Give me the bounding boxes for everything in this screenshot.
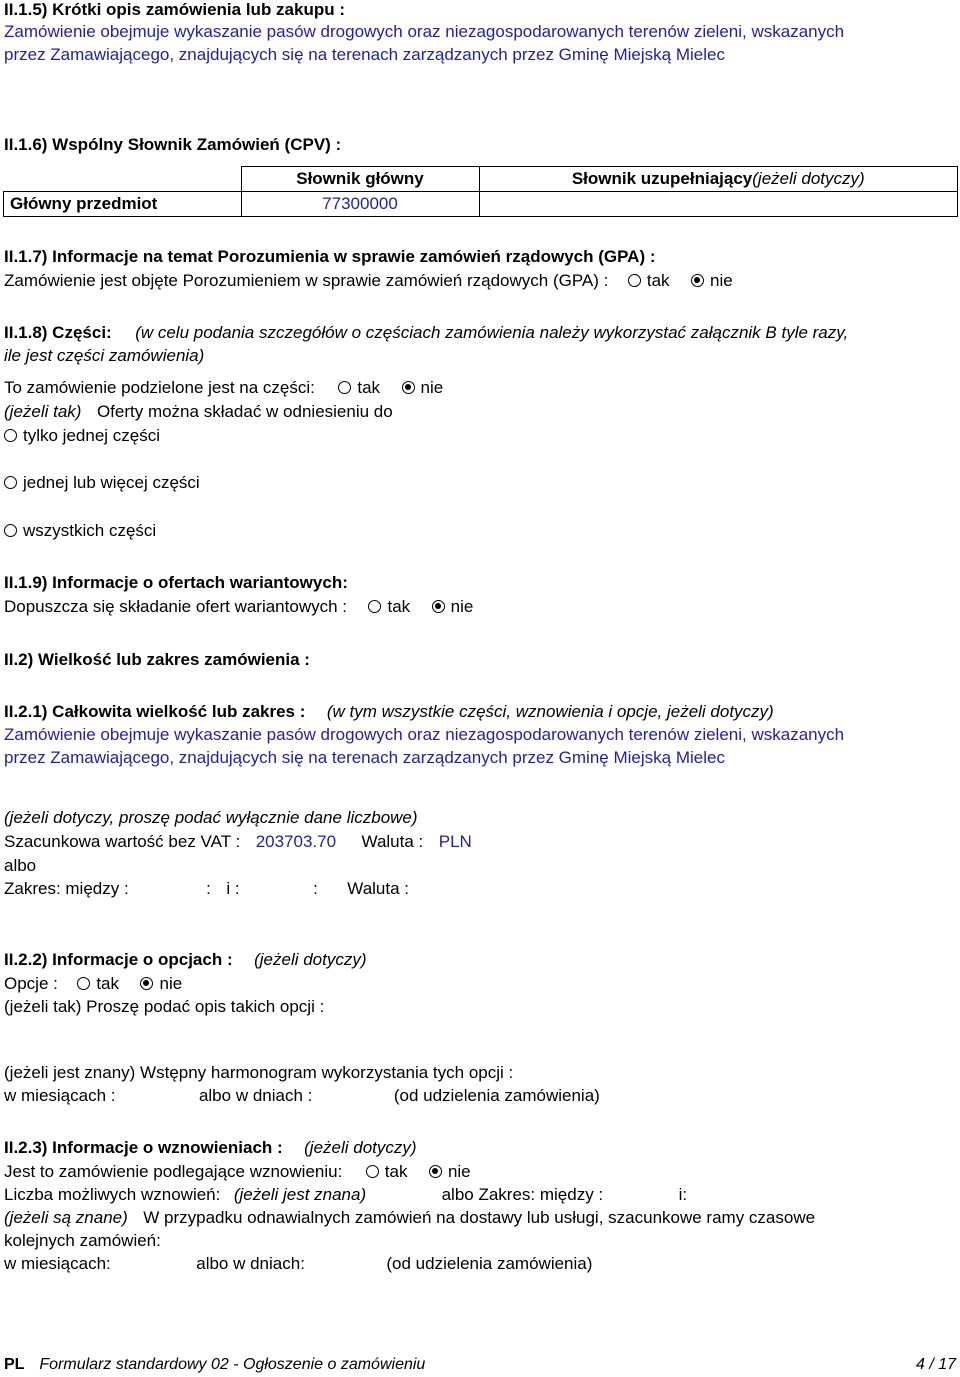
cpv-table (3, 166, 958, 217)
cpv-col-supp (479, 167, 958, 192)
radio-checked-icon[interactable] (140, 977, 153, 990)
gpa-question-row (4, 270, 733, 292)
parts-note-cont: ile jest części zamówienia) (4, 346, 205, 365)
radio-checked-icon[interactable] (429, 1165, 442, 1178)
radio-checked-icon[interactable] (432, 600, 445, 613)
parts-option-row (4, 472, 200, 494)
renewals-known-label: (jeżeli są znane) (4, 1208, 128, 1227)
renewals-known-row (4, 1207, 815, 1229)
radio-checked-icon[interactable] (691, 274, 704, 287)
scope-note: (w tym wszystkie części, wznowienia i opcje, jeżeli dotyczy) (326, 702, 774, 721)
options-months-label: w miesiącach : (4, 1086, 116, 1105)
options-question-row (4, 973, 182, 995)
options-yes-label: tak (96, 974, 120, 993)
options-describe: (jeżeli tak) Proszę podać opis takich opcji : (4, 997, 325, 1016)
variants-question: Dopuszcza się składanie ofert wariantowych : (4, 597, 347, 616)
footer-page-number: 4 / 17 (915, 1356, 956, 1373)
section-heading-ii-2-2: II.2.2) Informacje o opcjach : (4, 950, 233, 969)
renewals-note: (jeżeli dotyczy) (304, 1138, 417, 1157)
radio-icon[interactable] (4, 429, 17, 442)
parts-question: To zamówienie podzielone jest na części: (4, 378, 315, 397)
renewals-count-row (4, 1184, 687, 1206)
options-note: (jeżeli dotyczy) (254, 950, 367, 969)
scope-description-line: Zamówienie obejmuje wykaszanie pasów drogowych oraz niezagospodarowanych terenów zieleni, wskazanych (4, 725, 845, 744)
renewals-count-note: (jeżeli jest znana) (233, 1185, 367, 1204)
parts-offers-text: Oferty można składać w odniesieniu do (96, 402, 393, 421)
options-period-row (4, 1085, 600, 1107)
scope-numeric-note: (jeżeli dotyczy, proszę podać wyłącznie dane liczbowe) (4, 808, 418, 827)
radio-checked-icon[interactable] (402, 381, 415, 394)
cpv-col-main: Słownik główny (241, 167, 479, 192)
cpv-row-label: Główny przedmiot (4, 192, 242, 217)
range-label: Zakres: między : (4, 879, 129, 898)
renewals-period-row (4, 1253, 592, 1275)
radio-icon[interactable] (338, 381, 351, 394)
section-heading-ii-2-3: II.2.3) Informacje o wznowieniach : (4, 1138, 283, 1157)
parts-offers-row (4, 401, 393, 423)
variants-no-label: nie (450, 597, 474, 616)
section-heading-ii-2-1: II.2.1) Całkowita wielkość lub zakres : (4, 702, 306, 721)
radio-icon[interactable] (4, 476, 17, 489)
range-currency-label: Waluta : (347, 879, 410, 898)
renewals-range-label: albo Zakres: między : (441, 1185, 604, 1204)
renewals-no-label: nie (447, 1162, 471, 1181)
parts-if-yes: (jeżeli tak) (4, 402, 82, 421)
renewals-known-cont: kolejnych zamówień: (4, 1231, 161, 1250)
currency-label: Waluta : (361, 832, 424, 851)
range-i: i : (226, 879, 240, 898)
short-description-line: Zamówienie obejmuje wykaszanie pasów drogowych oraz niezagospodarowanych terenów zieleni, wskazanych (4, 22, 845, 41)
parts-yes-label: tak (357, 378, 381, 397)
currency-value: PLN (438, 832, 472, 851)
section-heading-ii-1-5: II.1.5) Krótki opis zamówienia lub zakupu : (4, 0, 345, 19)
options-schedule: (jeżeli jest znany) Wstępny harmonogram wykorzystania tych opcji : (4, 1063, 514, 1082)
estimated-value: 203703.70 (255, 832, 337, 851)
parts-option-row (4, 425, 160, 447)
estimated-value-label: Szacunkowa wartość bez VAT : (4, 832, 241, 851)
renewals-heading-row (4, 1137, 417, 1159)
cpv-col-supp-label: Słownik uzupełniający (571, 169, 753, 188)
renewals-yes-label: tak (384, 1162, 408, 1181)
gpa-yes-label: tak (646, 271, 670, 290)
parts-question-row (4, 377, 443, 399)
radio-icon[interactable] (366, 1165, 379, 1178)
cpv-col-supp-note: (jeżeli dotyczy) (752, 169, 865, 188)
section-heading-ii-1-7: II.1.7) Informacje na temat Porozumienia w sprawie zamówień rządowych (GPA) : (4, 247, 656, 266)
options-from-award: (od udzielenia zamówienia) (393, 1086, 600, 1105)
options-heading-row (4, 949, 367, 971)
parts-option-1: tylko jednej części (23, 426, 161, 445)
renewals-count-label: Liczba możliwych wznowień: (4, 1185, 221, 1204)
scope-description-line: przez Zamawiającego, znajdujących się na terenach zarządzanych przez Gminę Miejską Mielec (4, 748, 725, 767)
page-footer (4, 1356, 956, 1374)
parts-option-3: wszystkich części (23, 521, 157, 540)
parts-note: (w celu podania szczegółów o częściach zamówienia należy wykorzystać załącznik B tyle razy, (135, 323, 849, 342)
radio-icon[interactable] (368, 600, 381, 613)
estimated-value-row (4, 831, 472, 853)
range-colon: : (206, 879, 211, 898)
variants-question-row (4, 596, 473, 618)
variants-yes-label: tak (387, 597, 411, 616)
radio-icon[interactable] (4, 524, 17, 537)
parts-heading-row (4, 322, 848, 344)
renewals-range-i: i: (678, 1185, 688, 1204)
options-no-label: nie (159, 974, 183, 993)
section-heading-ii-1-8: II.1.8) Części: (4, 323, 112, 342)
section-heading-ii-1-9: II.1.9) Informacje o ofertach wariantowych: (4, 573, 348, 592)
renewals-days-label: albo w dniach: (196, 1254, 305, 1273)
scope-heading-row (4, 701, 774, 723)
parts-option-2: jednej lub więcej części (23, 473, 200, 492)
gpa-no-label: nie (710, 271, 733, 290)
options-days-label: albo w dniach : (198, 1086, 313, 1105)
renewals-question-row (4, 1161, 471, 1183)
gpa-question: Zamówienie jest objęte Porozumieniem w sprawie zamówień rządowych (GPA) : (4, 271, 609, 290)
renewals-from-award: (od udzielenia zamówienia) (386, 1254, 593, 1273)
radio-icon[interactable] (77, 977, 90, 990)
section-heading-ii-1-6: II.1.6) Wspólny Słownik Zamówień (CPV) : (4, 135, 342, 154)
options-label: Opcje : (4, 974, 58, 993)
radio-icon[interactable] (628, 274, 641, 287)
short-description-line: przez Zamawiającego, znajdujących się na terenach zarządzanych przez Gminę Miejską Mielec (4, 45, 725, 64)
range-row (4, 878, 409, 900)
renewals-known-text: W przypadku odnawialnych zamówień na dostawy lub usługi, szacunkowe ramy czasowe (143, 1208, 816, 1227)
parts-option-row (4, 520, 156, 542)
scope-or: albo (4, 856, 37, 875)
footer-lang: PL (4, 1356, 25, 1373)
range-colon: : (313, 879, 318, 898)
renewals-months-label: w miesiącach: (4, 1254, 111, 1273)
footer-form-name: Formularz standardowy 02 - Ogłoszenie o zamówieniu (39, 1356, 426, 1373)
cpv-empty-cell (4, 167, 242, 192)
section-heading-ii-2: II.2) Wielkość lub zakres zamówienia : (4, 650, 310, 669)
parts-no-label: nie (420, 378, 444, 397)
cpv-supp-code (479, 192, 958, 217)
cpv-main-code: 77300000 (241, 192, 479, 217)
renewals-question: Jest to zamówienie podlegające wznowieniu: (4, 1162, 343, 1181)
